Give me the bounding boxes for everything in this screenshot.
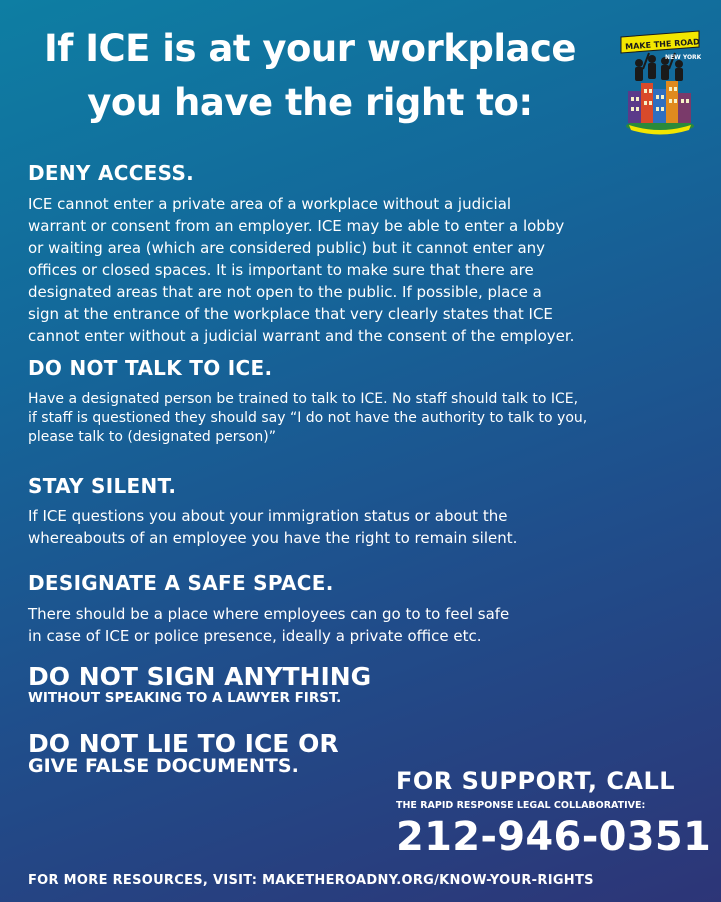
section-body-stay-silent [28, 505, 517, 549]
logo-banner-text: MAKE THE ROAD [624, 37, 700, 52]
do-not-sign-heading: DO NOT SIGN ANYTHING [28, 662, 372, 691]
body-line: if staff is questioned they should say “I do not have the authority to talk to you, [28, 410, 588, 426]
body-line: or waiting area (which are considered public) but it cannot enter any [28, 239, 546, 257]
body-line: There should be a place where employees can go to to feel safe [28, 605, 510, 623]
do-not-sign-subheading: WITHOUT SPEAKING TO A LAWYER FIRST. [28, 690, 342, 706]
section-heading-deny-access: DENY ACCESS. [28, 161, 195, 185]
support-call-heading: FOR SUPPORT, CALL [396, 767, 676, 795]
do-not-lie-subheading: GIVE FALSE DOCUMENTS. [28, 755, 299, 777]
title-line-1: If ICE is at your workplace [43, 27, 577, 70]
body-line: sign at the entrance of the workplace that very clearly states that ICE [28, 305, 553, 323]
section-body-deny-access [28, 193, 574, 347]
support-block [396, 767, 711, 860]
body-line: Have a designated person be trained to talk to ICE. No staff should talk to ICE, [28, 391, 579, 407]
resources-footer: FOR MORE RESOURCES, VISIT: MAKETHEROADNY.ORG/KNOW-YOUR-RIGHTS [28, 873, 594, 888]
body-line: in case of ICE or police presence, ideally a private office etc. [28, 627, 482, 645]
do-not-lie-heading: DO NOT LIE TO ICE OR [28, 729, 339, 758]
title-line-2: you have the right to: [87, 81, 533, 124]
body-line: If ICE questions you about your immigration status or about the [28, 507, 508, 525]
body-line: warrant or consent from an employer. ICE may be able to enter a lobby [28, 217, 565, 235]
body-line: designated areas that are not open to the public. If possible, place a [28, 283, 542, 301]
section-heading-stay-silent: STAY SILENT. [28, 474, 177, 498]
body-line: cannot enter without a judicial warrant and the consent of the employer. [28, 327, 575, 345]
section-body-safe-space [28, 603, 509, 647]
support-org-name: THE RAPID RESPONSE LEGAL COLLABORATIVE: [396, 800, 646, 811]
poster-title [0, 22, 620, 130]
section-heading-do-not-talk: DO NOT TALK TO ICE. [28, 356, 273, 380]
body-line: offices or closed spaces. It is important to make sure that there are [28, 261, 534, 279]
body-line: please talk to (designated person)” [28, 429, 276, 445]
body-line: ICE cannot enter a private area of a workplace without a judicial [28, 195, 512, 213]
make-the-road-logo [619, 29, 701, 137]
support-phone-number: 212-946-0351 [396, 814, 712, 860]
section-body-do-not-talk [28, 390, 587, 447]
logo-sub-text: NEW YORK [665, 54, 701, 61]
section-heading-safe-space: DESIGNATE A SAFE SPACE. [28, 571, 334, 595]
body-line: whereabouts of an employee you have the right to remain silent. [28, 529, 518, 547]
